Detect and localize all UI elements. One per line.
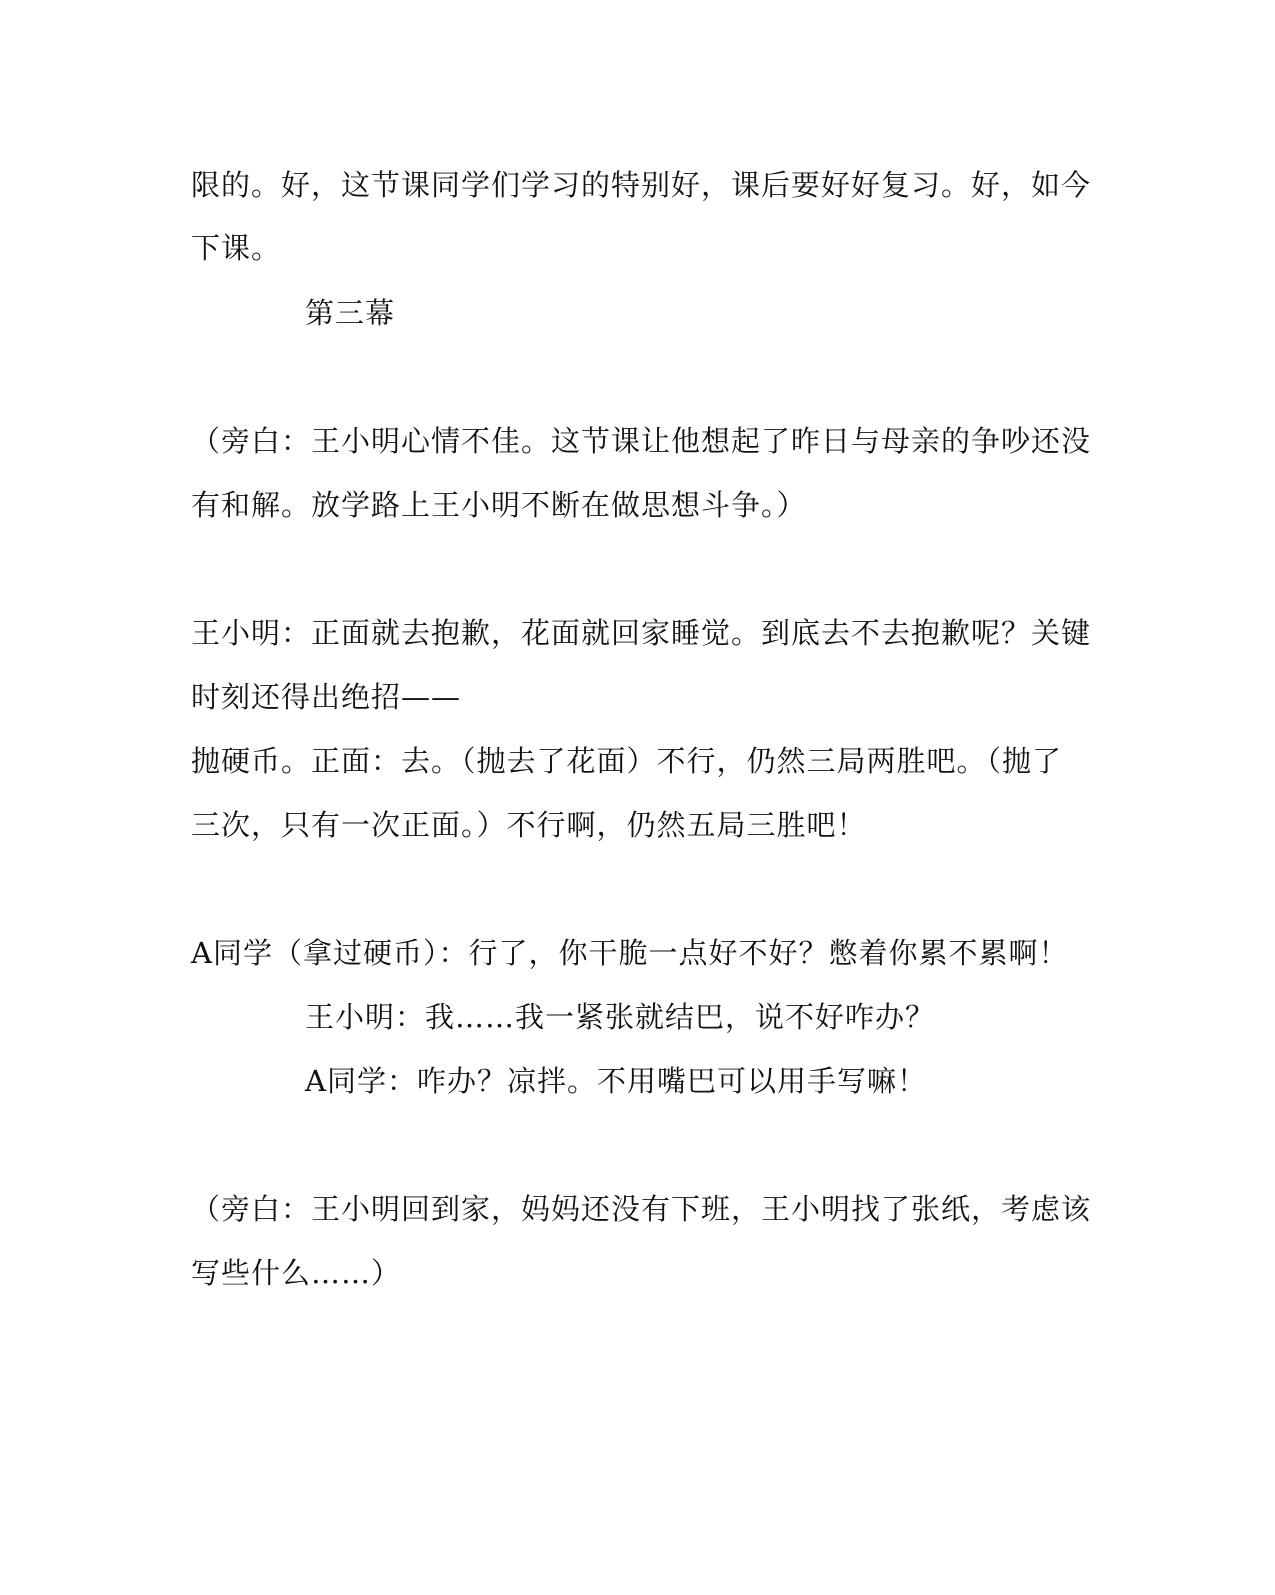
scene-heading: 第三幕 (305, 296, 396, 330)
paragraph-line: 限的。好，这节课同学们学习的特别好，课后要好好复习。好，如今 (191, 168, 1092, 202)
dialogue-line: 王小明：我……我一紧张就结巴，说不好咋办？ (305, 1000, 936, 1034)
dialogue-line: A同学（拿过硬币）：行了，你干脆一点好不好？憋着你累不累啊！ (191, 936, 1069, 970)
dialogue-line: 三次，只有一次正面。）不行啊，仍然五局三胜吧！ (191, 808, 867, 842)
narration-line: （旁白：王小明心情不佳。这节课让他想起了昨日与母亲的争吵还没 (191, 424, 1092, 458)
dialogue-line: 王小明：正面就去抱歉，花面就回家睡觉。到底去不去抱歉呢？关键 (191, 616, 1092, 650)
dialogue-line: 时刻还得出绝招—— (191, 680, 462, 714)
narration-line: （旁白：王小明回到家，妈妈还没有下班，王小明找了张纸，考虑该 (191, 1192, 1092, 1226)
dialogue-line: 抛硬币。正面：去。（抛去了花面）不行，仍然三局两胜吧。（抛了 (191, 744, 1063, 778)
paragraph-line: 下课。 (191, 231, 282, 265)
dialogue-line: A同学：咋办？凉拌。不用嘴巴可以用手写嘛！ (305, 1064, 927, 1098)
narration-line: 有和解。放学路上王小明不断在做思想斗争。） (191, 488, 807, 522)
narration-line: 写些什么……） (191, 1256, 402, 1290)
